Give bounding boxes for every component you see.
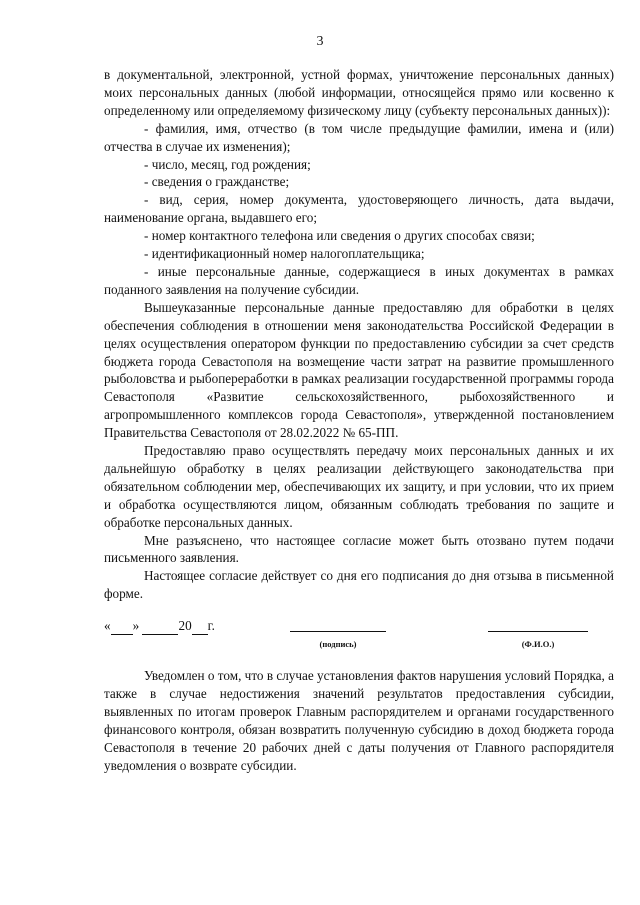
- month-blank[interactable]: [142, 618, 178, 635]
- purpose-paragraph: Вышеуказанные персональные данные предоставляю для обработки в целях обеспечения соблюдения в отношении меня законодательства Российской Федерации в целях осуществления оператором функции по предоставлению субсидии за счет средств бюджета города Севастополя на возмещение части затрат на развитие промышленного рыболовства и рыбопереработки в рамках реализации государственной программы города Севастополя «Развитие сельскохозяйственного, рыбохозяйственного и агропромышленного комплексов города Севастополя», утвержденной постановлением Правительства Севастополя от 28.02.2022 № 65-ПП.: [104, 299, 614, 441]
- list-item: - сведения о гражданстве;: [144, 174, 290, 190]
- date-close-quote: »: [132, 618, 140, 634]
- list-item: - число, месяц, год рождения;: [144, 156, 311, 172]
- validity-paragraph: Настоящее согласие действует со дня его подписания до дня отзыва в письменной форме.: [104, 568, 614, 602]
- document-body: [104, 66, 614, 775]
- date-open-quote: «: [104, 618, 111, 634]
- page-number: 3: [316, 34, 324, 49]
- list-item: - вид, серия, номер документа, удостоверяющего личность, дата выдачи, наименование органа, выдавшего его;: [104, 192, 614, 226]
- year-suffix: г.: [207, 618, 215, 634]
- signature-block: [104, 618, 614, 664]
- list-item: - фамилия, имя, отчество (в том числе предыдущие фамилии, имена и (или) отчества в случае их изменения);: [104, 120, 614, 154]
- consent-intro-paragraph: в документальной, электронной, устной формах, уничтожение персональных данных) моих персональных данных (любой информации, относящейся прямо или косвенно к определенному или определяемому физическому лицу (субъекту персональных данных)):: [104, 67, 614, 118]
- date-field[interactable]: [104, 618, 215, 635]
- full-name-caption: (Ф.И.О.): [521, 639, 555, 650]
- full-name-line[interactable]: [488, 631, 588, 632]
- signature-caption: (подпись): [319, 639, 357, 650]
- revocation-paragraph: Мне разъяснено, что настоящее согласие может быть отозвано путем подачи письменного заявления.: [104, 532, 614, 566]
- personal-data-list: [104, 120, 614, 299]
- list-item: - номер контактного телефона или сведения о других способах связи;: [144, 228, 535, 244]
- day-blank[interactable]: [111, 618, 133, 635]
- signature-line[interactable]: [290, 631, 386, 632]
- list-item: - иные персональные данные, содержащиеся в иных документах в рамках поданного заявления на получение субсидии.: [104, 263, 614, 297]
- year-blank[interactable]: [192, 618, 208, 635]
- year-prefix: 20: [178, 618, 192, 634]
- transfer-paragraph: Предоставляю право осуществлять передачу моих персональных данных и их дальнейшую обработку в целях реализации действующего законодательства при обязательном соблюдении мер, обеспечивающих их защиту, и при условии, что их прием и обработка осуществляются лицом, обязанным соблюдать требования по защите и обработке персональных данных.: [104, 443, 614, 530]
- list-item: - идентификационный номер налогоплательщика;: [144, 246, 425, 262]
- refund-notice-paragraph: Уведомлен о том, что в случае установления фактов нарушения условий Порядка, а также в случае недостижения значений результатов предоставления субсидии, выявленных по итогам проверок Главным распорядителем и органами государственного финансового контроля, обязан возвратить полученную субсидию в доход бюджета города Севастополя в течение 20 рабочих дней с даты получения от Главного распорядителя уведомления о возврате субсидии.: [104, 668, 614, 773]
